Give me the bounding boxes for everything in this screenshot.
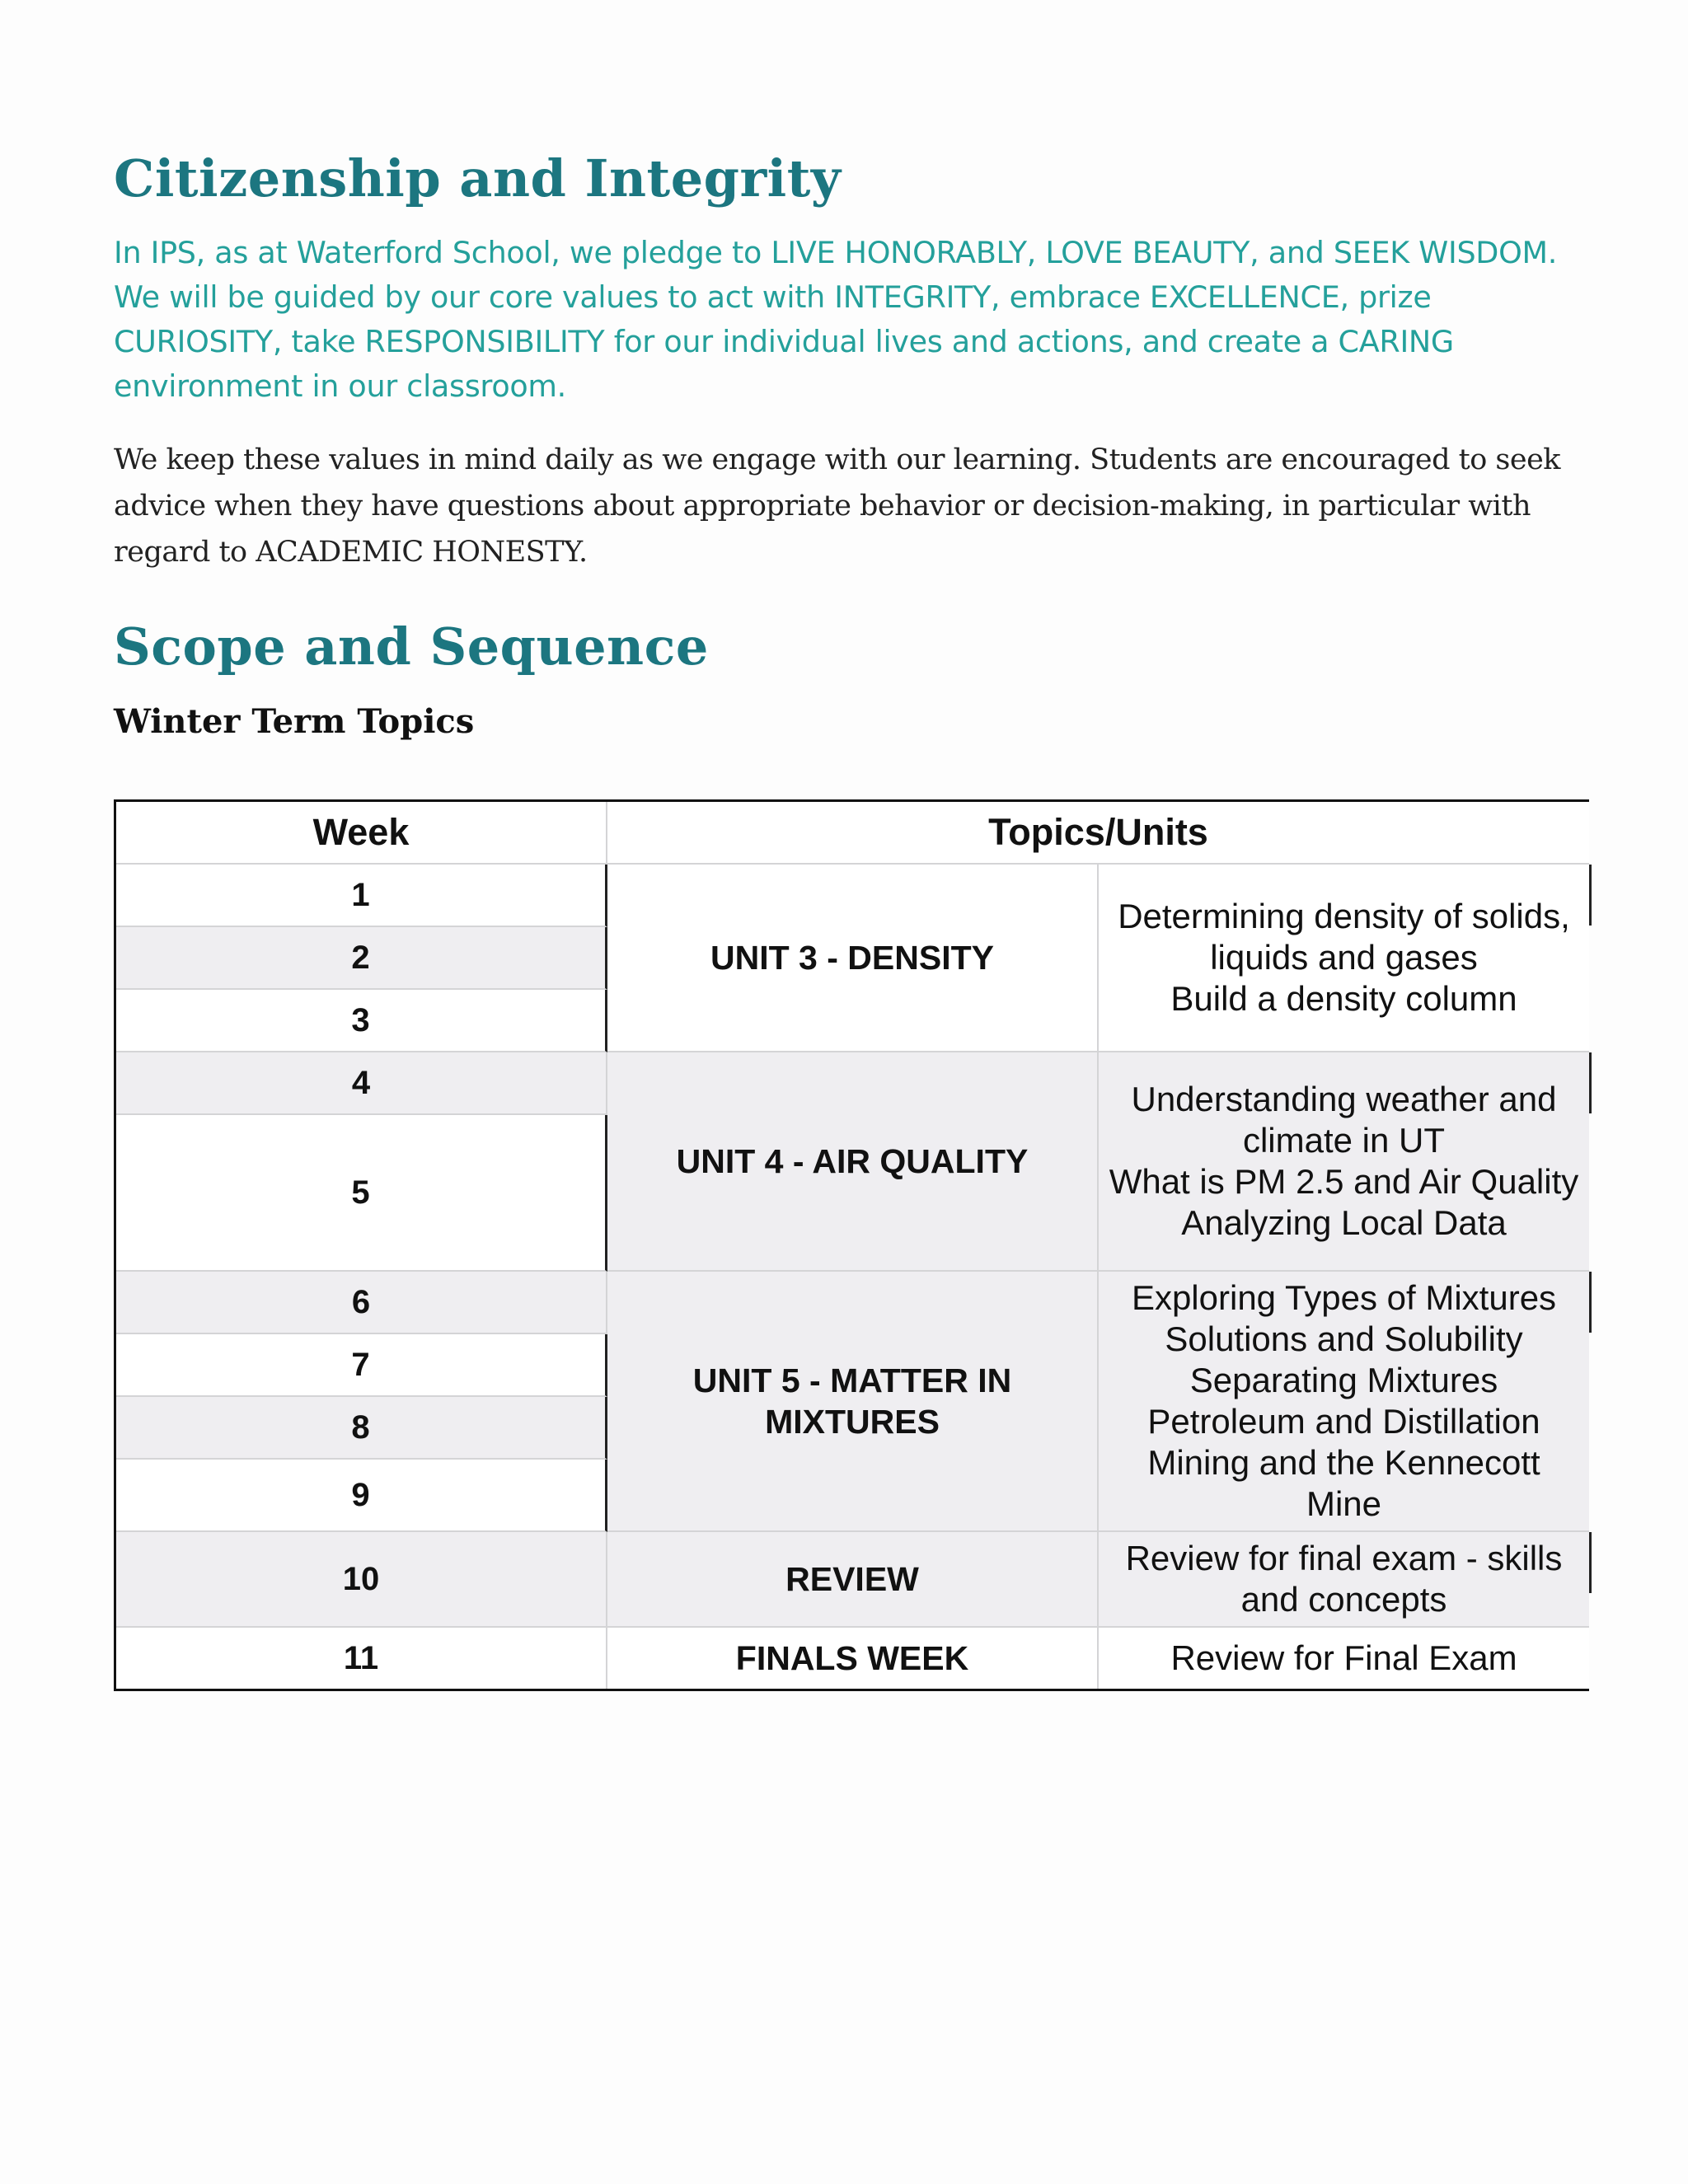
unit-cell: UNIT 3 - DENSITY (607, 865, 1099, 1052)
winter-term-subheading: Winter Term Topics (114, 702, 475, 741)
unit-cell: FINALS WEEK (607, 1628, 1099, 1689)
topic-line: Petroleum and Distillation (1147, 1402, 1540, 1441)
topics-cell (1099, 1272, 1589, 1532)
schedule-table (114, 799, 1589, 1691)
topics-cell (1099, 865, 1589, 1052)
topic-line: Review for final exam - skills and concepts (1125, 1539, 1563, 1619)
topic-line: What is PM 2.5 and Air Quality (1109, 1162, 1579, 1201)
topics-cell (1099, 1052, 1589, 1272)
week-cell: 6 (116, 1272, 607, 1334)
citizenship-heading: Citizenship and Integrity (114, 148, 842, 209)
topic-line: Review for Final Exam (1170, 1638, 1517, 1677)
topic-line: Exploring Types of Mixtures (1131, 1278, 1557, 1317)
honor-pledge-paragraph: In IPS, as at Waterford School, we pledge to LIVE HONORABLY, LOVE BEAUTY, and SEEK WISDOM. We will be guided by our core values to act with INTEGRITY, embrace EXCELLENCE, prize CURIOSITY, take RESPONSIBILITY for our individual lives and actions, and create a CARING environment in our classroom. (114, 235, 1558, 404)
week-cell: 1 (116, 865, 607, 927)
topic-line: Separating Mixtures (1189, 1361, 1498, 1399)
topic-line: Analyzing Local Data (1181, 1203, 1507, 1242)
week-cell: 8 (116, 1397, 607, 1460)
unit-cell: UNIT 4 - AIR QUALITY (607, 1052, 1099, 1272)
unit-cell: UNIT 5 - MATTER IN MIXTURES (607, 1272, 1099, 1532)
week-cell: 2 (116, 927, 607, 990)
week-cell: 5 (116, 1115, 607, 1272)
topic-line: Determining density of solids, liquids and gases (1118, 897, 1570, 977)
topics-cell (1099, 1532, 1589, 1628)
week-cell: 9 (116, 1460, 607, 1532)
week-cell: 3 (116, 990, 607, 1052)
unit-cell: REVIEW (607, 1532, 1099, 1628)
week-cell: 4 (116, 1052, 607, 1115)
topic-line: Solutions and Solubility (1165, 1319, 1523, 1358)
topic-line: Understanding weather and climate in UT (1131, 1080, 1557, 1160)
topic-line: Build a density column (1170, 979, 1517, 1018)
header-week: Week (116, 802, 607, 865)
week-cell: 11 (116, 1628, 607, 1689)
header-topics: Topics/Units (607, 802, 1589, 865)
scope-heading: Scope and Sequence (114, 616, 709, 677)
week-cell: 7 (116, 1334, 607, 1397)
academic-honesty-paragraph: We keep these values in mind daily as we engage with our learning. Students are encouraged to seek advice when they have questions about appropriate behavior or decision-making, in particular with regard to ACADEMIC HONESTY. (114, 443, 1561, 569)
topics-cell (1099, 1628, 1589, 1689)
week-cell: 10 (116, 1532, 607, 1628)
topic-line: Mining and the Kennecott Mine (1147, 1443, 1540, 1523)
